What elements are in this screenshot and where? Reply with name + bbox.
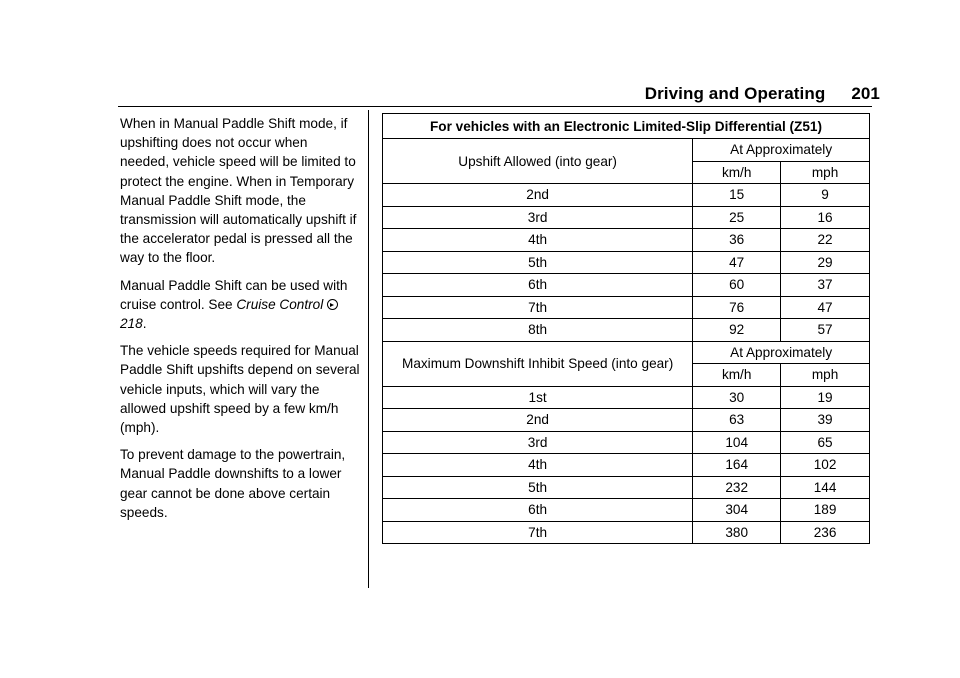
downshift-gear-cell: 2nd: [383, 409, 693, 432]
header-divider: [118, 106, 872, 107]
downshift-mph-cell: 236: [781, 521, 870, 544]
downshift-header: Maximum Downshift Inhibit Speed (into gear): [383, 341, 693, 386]
downshift-gear-cell: 1st: [383, 386, 693, 409]
table-row: [383, 476, 870, 499]
downshift-gear-cell: 5th: [383, 476, 693, 499]
table-row: [383, 274, 870, 297]
downshift-kmh-cell: 30: [693, 386, 781, 409]
downshift-kmh-cell: 380: [693, 521, 781, 544]
downshift-kmh-cell: 63: [693, 409, 781, 432]
downshift-kmh-cell: 232: [693, 476, 781, 499]
upshift-gear-cell: 5th: [383, 251, 693, 274]
table-row: [383, 206, 870, 229]
table-caption: For vehicles with an Electronic Limited-Slip Differential (Z51): [383, 114, 870, 139]
upshift-gear-cell: 6th: [383, 274, 693, 297]
page-header: [645, 84, 880, 104]
body-text-column: [120, 114, 360, 530]
upshift-gear-cell: 4th: [383, 229, 693, 252]
table-row: [383, 409, 870, 432]
table-row: [383, 386, 870, 409]
upshift-mph-header: mph: [781, 161, 870, 184]
upshift-mph-cell: 37: [781, 274, 870, 297]
downshift-section: [383, 341, 870, 544]
paragraph-manual-shift-limit: When in Manual Paddle Shift mode, if upshifting does not occur when needed, vehicle speed will be limited to protect the engine. When in Temporary Manual Paddle Shift mode, the transmission will automatically upshift if the accelerator pedal is pressed all the way to the floor.: [120, 116, 357, 266]
upshift-kmh-cell: 25: [693, 206, 781, 229]
paragraph-end: .: [142, 316, 147, 332]
table-row: [383, 229, 870, 252]
upshift-gear-cell: 7th: [383, 296, 693, 319]
downshift-kmh-cell: 164: [693, 454, 781, 477]
upshift-mph-cell: 22: [781, 229, 870, 252]
upshift-kmh-cell: 92: [693, 319, 781, 342]
table-row: [383, 251, 870, 274]
table-row: [383, 521, 870, 544]
downshift-kmh-cell: 304: [693, 499, 781, 522]
shift-speed-table: [382, 113, 870, 544]
upshift-kmh-cell: 76: [693, 296, 781, 319]
page-number: 201: [851, 84, 880, 103]
downshift-mph-cell: 102: [781, 454, 870, 477]
paragraph-cruise-control: [120, 276, 360, 334]
upshift-mph-cell: 9: [781, 184, 870, 207]
downshift-kmh-header: km/h: [693, 364, 781, 387]
cruise-control-page-ref[interactable]: 218: [120, 316, 143, 332]
upshift-mph-cell: 16: [781, 206, 870, 229]
paragraph-text: Manual Paddle Shift can be used with cruise control. See: [120, 277, 348, 312]
downshift-gear-cell: 6th: [383, 499, 693, 522]
table-row: [383, 184, 870, 207]
downshift-mph-cell: 144: [781, 476, 870, 499]
section-title: Driving and Operating: [644, 84, 826, 103]
downshift-gear-cell: 4th: [383, 454, 693, 477]
table-row: [383, 296, 870, 319]
table-row: [383, 454, 870, 477]
downshift-mph-cell: 65: [781, 431, 870, 454]
downshift-mph-header: mph: [781, 364, 870, 387]
upshift-mph-cell: 29: [781, 251, 870, 274]
upshift-kmh-cell: 36: [693, 229, 781, 252]
column-divider: [368, 110, 369, 588]
page-reference-icon: [327, 299, 338, 310]
downshift-approx-header: At Approximately: [693, 341, 870, 364]
upshift-kmh-cell: 60: [693, 274, 781, 297]
table-row: [383, 499, 870, 522]
downshift-kmh-cell: 104: [693, 431, 781, 454]
downshift-mph-cell: 39: [781, 409, 870, 432]
paragraph-upshift-speeds: The vehicle speeds required for Manual Paddle Shift upshifts depend on several vehicle inputs, which will vary the allowed upshift speed by a few km/h (mph).: [120, 343, 360, 436]
upshift-kmh-cell: 47: [693, 251, 781, 274]
upshift-mph-cell: 57: [781, 319, 870, 342]
upshift-header: Upshift Allowed (into gear): [383, 139, 693, 184]
upshift-kmh-header: km/h: [693, 161, 781, 184]
cruise-control-link[interactable]: Cruise Control: [236, 296, 324, 312]
downshift-gear-cell: 7th: [383, 521, 693, 544]
upshift-approx-header: At Approximately: [693, 139, 870, 162]
downshift-gear-cell: 3rd: [383, 431, 693, 454]
table-row: [383, 431, 870, 454]
upshift-gear-cell: 2nd: [383, 184, 693, 207]
downshift-mph-cell: 19: [781, 386, 870, 409]
upshift-mph-cell: 47: [781, 296, 870, 319]
upshift-section: [383, 139, 870, 342]
upshift-kmh-cell: 15: [693, 184, 781, 207]
table-row: [383, 319, 870, 342]
downshift-mph-cell: 189: [781, 499, 870, 522]
paragraph-downshift-protection: To prevent damage to the powertrain, Manual Paddle downshifts to a lower gear cannot be done above certain speeds.: [120, 447, 346, 520]
upshift-gear-cell: 8th: [383, 319, 693, 342]
upshift-gear-cell: 3rd: [383, 206, 693, 229]
